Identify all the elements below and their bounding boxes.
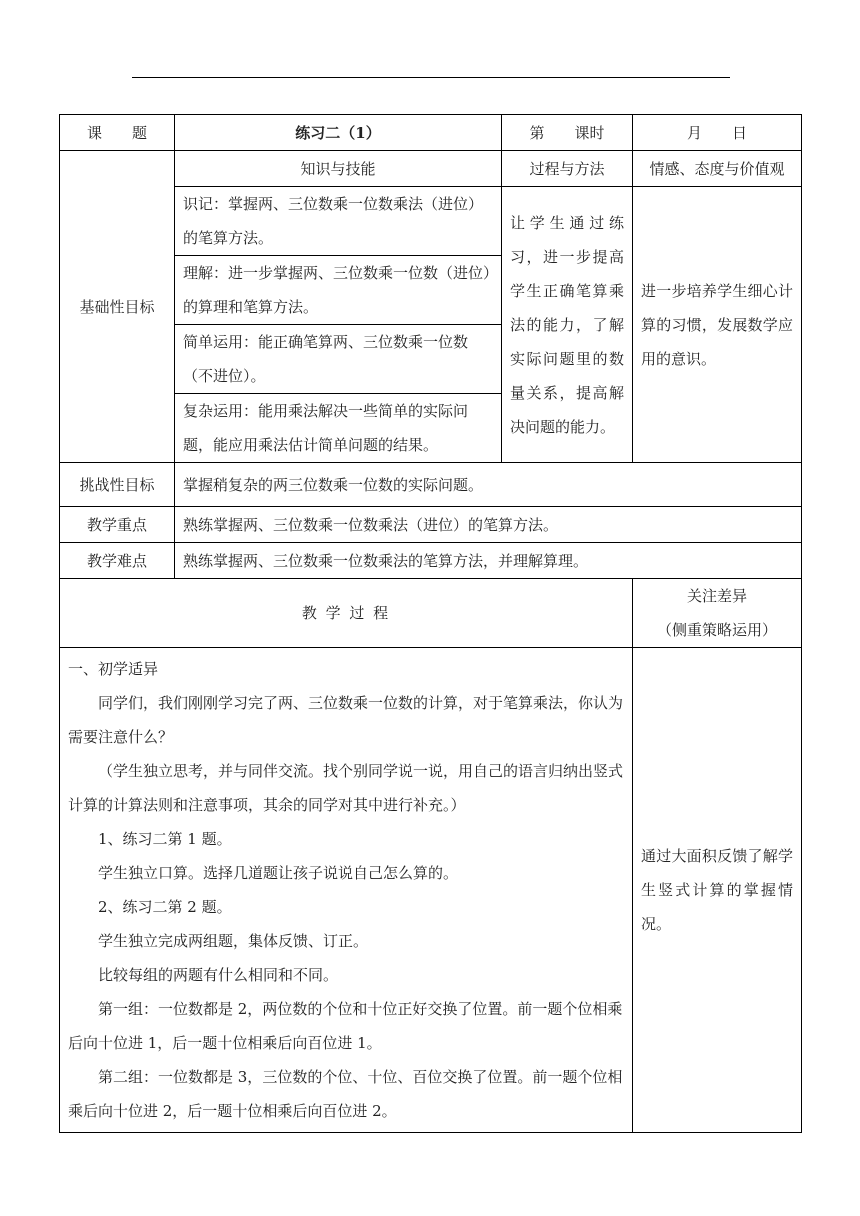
process-paragraph: 1、练习二第 1 题。 bbox=[98, 830, 232, 848]
topic-label: 课 题 bbox=[60, 115, 175, 151]
process-paragraph: 2、练习二第 2 题。 bbox=[98, 898, 232, 916]
process-paragraph: 第一组：一位数都是 2，两位数的个位和十位正好交换了位置。前一题个位相乘后向十位进 1，后一题十位相乘后向百位进 1。 bbox=[68, 1000, 623, 1052]
difficulty-row bbox=[60, 543, 802, 579]
process-goal-text: 让学生通过练习，进一步提高学生正确笔算乘法的能力，了解实际问题里的数量关系，提高解决问题的能力。 bbox=[502, 187, 633, 463]
teaching-process-title: 教 学 过 程 bbox=[60, 579, 633, 648]
basic-goals-label: 基础性目标 bbox=[60, 151, 175, 463]
process-body-row bbox=[60, 648, 802, 1133]
process-column-header: 过程与方法 bbox=[502, 151, 633, 187]
teaching-process-body bbox=[60, 648, 633, 1133]
difference-header-line2: （侧重策略运用） bbox=[656, 621, 777, 639]
challenge-goal-text: 掌握稍复杂的两三位数乘一位数的实际问题。 bbox=[175, 463, 802, 507]
challenge-goal-label: 挑战性目标 bbox=[60, 463, 175, 507]
process-paragraph: 一、初学适异 bbox=[68, 660, 159, 678]
goals-header-row bbox=[60, 151, 802, 187]
focus-row bbox=[60, 507, 802, 543]
header-rule bbox=[132, 77, 730, 78]
difference-note: 通过大面积反馈了解学生竖式计算的掌握情况。 bbox=[633, 648, 802, 1133]
knowledge-item: 简单运用：能正确笔算两、三位数乘一位数（不进位）。 bbox=[175, 325, 502, 394]
process-paragraph: 比较每组的两题有什么相同和不同。 bbox=[98, 966, 339, 984]
date-label: 月 日 bbox=[633, 115, 802, 151]
challenge-row bbox=[60, 463, 802, 507]
attitude-goal-text: 进一步培养学生细心计算的习惯，发展数学应用的意识。 bbox=[633, 187, 802, 463]
knowledge-item: 理解：进一步掌握两、三位数乘一位数（进位）的算理和笔算方法。 bbox=[175, 256, 502, 325]
knowledge-column-header: 知识与技能 bbox=[175, 151, 502, 187]
header-row bbox=[60, 115, 802, 151]
attitude-column-header: 情感、态度与价值观 bbox=[633, 151, 802, 187]
process-paragraph: 第二组：一位数都是 3，三位数的个位、十位、百位交换了位置。前一题个位相乘后向十位进 2，后一题十位相乘后向百位进 2。 bbox=[68, 1068, 623, 1120]
process-paragraph: 同学们，我们刚刚学习完了两、三位数乘一位数的计算，对于笔算乘法，你认为需要注意什么？ bbox=[68, 694, 624, 746]
lesson-label: 第 课时 bbox=[502, 115, 633, 151]
lesson-plan-table bbox=[59, 114, 802, 1133]
knowledge-item: 识记：掌握两、三位数乘一位数乘法（进位）的笔算方法。 bbox=[175, 187, 502, 256]
process-paragraph: 学生独立完成两组题，集体反馈、订正。 bbox=[98, 932, 369, 950]
difference-header-line1: 关注差异 bbox=[686, 587, 747, 605]
teaching-difficulty-text: 熟练掌握两、三位数乘一位数乘法的笔算方法，并理解算理。 bbox=[175, 543, 802, 579]
process-paragraph: （学生独立思考，并与同伴交流。找个别同学说一说，用自己的语言归纳出竖式计算的计算法则和注意事项，其余的同学对其中进行补充。） bbox=[68, 762, 624, 814]
teaching-difficulty-label: 教学难点 bbox=[60, 543, 175, 579]
teaching-focus-text: 熟练掌握两、三位数乘一位数乘法（进位）的笔算方法。 bbox=[175, 507, 802, 543]
topic-value: 练习二（1） bbox=[175, 115, 502, 151]
teaching-focus-label: 教学重点 bbox=[60, 507, 175, 543]
difference-header bbox=[633, 579, 802, 648]
process-header-row bbox=[60, 579, 802, 648]
knowledge-item: 复杂运用：能用乘法解决一些简单的实际问题，能应用乘法估计简单问题的结果。 bbox=[175, 394, 502, 463]
process-paragraph: 学生独立口算。选择几道题让孩子说说自己怎么算的。 bbox=[98, 864, 459, 882]
